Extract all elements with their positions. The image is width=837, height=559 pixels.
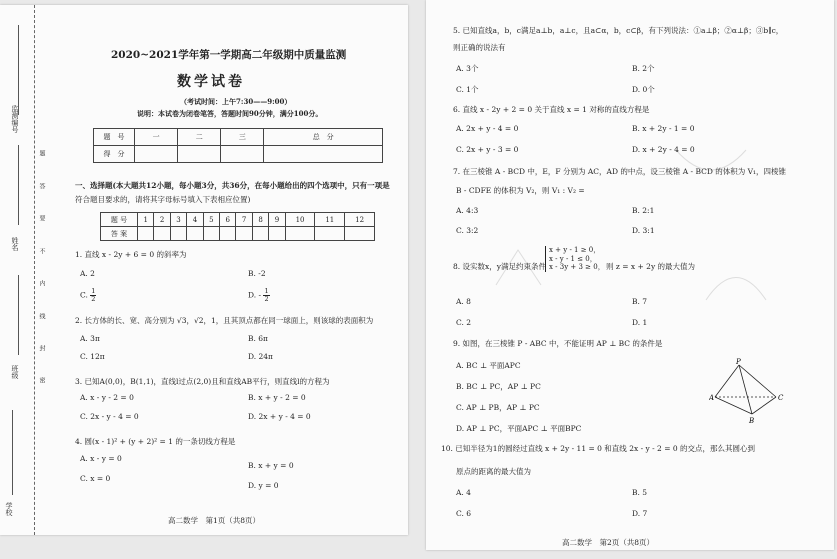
q5-option-b: B. 2个 xyxy=(632,64,655,73)
exam-instruction: 说明：本试卷为闭卷笔答，答题时间90分钟，满分100分。 xyxy=(137,109,323,118)
exam-page-1 xyxy=(0,5,408,535)
q10-option-d: D. 7 xyxy=(632,509,648,518)
q3-option-d: D. 2x + y - 4 = 0 xyxy=(248,412,311,421)
page-1-footer: 高二数学 第1页（共8页） xyxy=(168,516,261,525)
name-label: 姓名 xyxy=(11,237,19,251)
score-cell xyxy=(178,146,221,163)
exam-time: （考试时间：上午7:30——9:00） xyxy=(180,97,292,106)
exam-no-label: 监测编号 xyxy=(11,105,19,133)
class-label: 班级 xyxy=(11,365,19,379)
exam-page-2 xyxy=(426,0,834,550)
constraint-system xyxy=(545,246,605,272)
q4-option-b: B. x + y = 0 xyxy=(248,461,294,470)
q9-option-d: D. AP ⊥ PC，平面APC ⊥ 平面BPC xyxy=(456,424,582,433)
q1-option-c: C. $\frac{1}{2}$ xyxy=(80,287,96,303)
q2-option-a: A. 3π xyxy=(80,334,100,343)
q8-option-d: D. 1 xyxy=(632,318,648,327)
page-2-footer: 高二数学 第2页（共8页） xyxy=(562,538,655,547)
subject-title: 数学试卷 xyxy=(177,74,245,90)
question-1-stem: 1. 直线 x - 2y + 6 = 0 的斜率为 xyxy=(75,250,187,259)
constraint-brace: x + y - 1 ≥ 0， x - y - 1 ≤ 0， x - 3y + 3 ≥ 0， xyxy=(545,246,605,272)
q3-option-c: C. 2x - y - 4 = 0 xyxy=(80,412,139,421)
seal-char: 内 xyxy=(38,280,45,286)
q6-option-d: D. x + 2y - 4 = 0 xyxy=(632,145,695,154)
question-7-stem-2: B - CDFE 的体积为 V₂，则 V₁ : V₂ = xyxy=(456,186,585,195)
section1-heading: 一、选择题(本大题共12小题，每小题3分，共36分，在每小题给出的四个选项中，只有一项是 xyxy=(75,181,390,190)
q6-option-a: A. 2x + y - 4 = 0 xyxy=(456,124,519,133)
q6-option-b: B. x + 2y - 1 = 0 xyxy=(632,124,695,133)
q4-option-c: C. x = 0 xyxy=(80,474,111,483)
school-line xyxy=(12,410,13,495)
q10-option-a: A. 4 xyxy=(456,488,471,497)
question-8-stem-after: 则 z = x + 2y 的最大值为 xyxy=(606,262,696,271)
fraction: $\frac{1}{2}$ xyxy=(264,287,269,303)
answer-cell xyxy=(187,227,203,241)
score-cell xyxy=(135,146,178,163)
exam-no-line xyxy=(18,25,19,115)
seal-char: 线 xyxy=(38,313,45,319)
answer-cell xyxy=(345,227,375,241)
question-5-stem: 5. 已知直线a，b，c满足a⊥b，a⊥c，且a⊂α，b，c⊂β，有下列说法：①a⊥β；②α⊥β；③b∥c， xyxy=(453,26,784,35)
answer-cell xyxy=(285,227,315,241)
vertex-label-c: C xyxy=(778,394,784,402)
section1-heading-2: 符合题目要求的，请将其字母标号填入下表相应位置) xyxy=(75,195,251,204)
exam-title: 2020~2021学年第一学期高二年级期中质量监测 xyxy=(111,49,347,61)
q8-option-c: C. 2 xyxy=(456,318,472,327)
q5-option-c: C. 1个 xyxy=(456,85,479,94)
q3-option-a: A. x - y - 2 = 0 xyxy=(80,393,134,402)
q4-option-d: D. y = 0 xyxy=(248,481,279,490)
q1-option-a: A. 2 xyxy=(80,269,95,278)
seal-char: 密 xyxy=(38,377,45,383)
question-6-stem: 6. 直线 x - 2y + 2 = 0 关于直线 x = 1 对称的直线方程是 xyxy=(453,105,650,114)
question-2-stem: 2. 长方体的长、宽、高分别为 √3，√2，1，且其顶点都在同一球面上，则该球的表面积为 xyxy=(75,316,374,325)
seal-char: 要 xyxy=(38,215,45,221)
q5-option-d: D. 0个 xyxy=(632,85,655,94)
vertex-label-b: B xyxy=(749,417,755,425)
answer-cell xyxy=(170,227,186,241)
q2-option-b: B. 6π xyxy=(248,334,268,343)
tetrahedron-figure xyxy=(709,357,789,427)
q7-option-d: D. 3:1 xyxy=(632,226,655,235)
seal-char: 题 xyxy=(38,150,45,156)
seal-char: 答 xyxy=(38,183,45,189)
q10-option-b: B. 5 xyxy=(632,488,648,497)
q8-option-b: B. 7 xyxy=(632,297,648,306)
question-7-stem: 7. 在三棱锥 A - BCD 中，E，F 分别为 AC，AD 的中点，设三棱锥 A - BCD 的体积为 V₁，四棱锥 xyxy=(453,167,787,176)
answer-cell xyxy=(236,227,252,241)
answer-cell xyxy=(315,227,345,241)
question-8-stem: 8. 设实数x，y满足约束条件 xyxy=(453,262,547,271)
question-10-stem-2: 原点的距离的最大值为 xyxy=(456,467,531,476)
answer-cell xyxy=(138,227,154,241)
answer-cell xyxy=(154,227,170,241)
q9-option-c: C. AP ⊥ PB，AP ⊥ PC xyxy=(456,403,540,412)
q2-option-c: C. 12π xyxy=(80,352,105,361)
q7-option-a: A. 4:3 xyxy=(456,206,479,215)
seal-char: 不 xyxy=(38,248,45,254)
q5-option-a: A. 3个 xyxy=(456,64,479,73)
answer-cell xyxy=(269,227,285,241)
q9-option-b: B. BC ⊥ PC，AP ⊥ PC xyxy=(456,382,541,391)
vertex-label-a: A xyxy=(709,394,715,402)
fraction: $\frac{1}{2}$ xyxy=(91,287,96,303)
question-5-stem-2: 则正确的说法有 xyxy=(453,43,506,52)
q6-option-c: C. 2x + y - 3 = 0 xyxy=(456,145,519,154)
score-cell xyxy=(264,146,383,163)
q4-option-a: A. x - y = 0 xyxy=(80,454,122,463)
name-line xyxy=(18,145,19,225)
question-10-stem: 10. 已知半径为1的圆经过直线 x + 2y - 11 = 0 和直线 2x - y - 2 = 0 的交点，那么其圆心到 xyxy=(441,444,756,453)
q7-option-c: C. 3:2 xyxy=(456,226,479,235)
q8-option-a: A. 8 xyxy=(456,297,471,306)
question-3-stem: 3. 已知A(0,0)，B(1,1)，直线l过点(2,0)且和直线AB平行，则直线l的方程为 xyxy=(75,377,330,386)
q3-option-b: B. x + y - 2 = 0 xyxy=(248,393,306,402)
question-4-stem: 4. 圆(x - 1)² + (y + 2)² = 1 的一条切线方程是 xyxy=(75,437,236,446)
question-9-stem: 9. 如图，在三棱锥 P - ABC 中，不能证明 AP ⊥ BC 的条件是 xyxy=(453,339,663,348)
answer-cell xyxy=(203,227,219,241)
seal-char: 封 xyxy=(38,345,45,351)
q1-option-b: B. -2 xyxy=(248,269,266,278)
score-table: 题 号 一 二 三 总 分 得 分 xyxy=(93,128,383,163)
seal-line xyxy=(34,5,35,535)
q10-option-c: C. 6 xyxy=(456,509,472,518)
vertex-label-p: P xyxy=(736,358,741,366)
q7-option-b: B. 2:1 xyxy=(632,206,655,215)
score-cell xyxy=(221,146,264,163)
answer-cell xyxy=(220,227,236,241)
answer-table: 题 号 1 2 3 4 5 6 7 8 9 10 11 12 答 案 xyxy=(100,212,375,241)
q1-option-d: D. - $\frac{1}{2}$ xyxy=(248,287,269,303)
class-line xyxy=(18,275,19,355)
q9-option-a: A. BC ⊥ 平面APC xyxy=(456,361,521,370)
school-label: 学校 xyxy=(5,502,13,516)
answer-cell xyxy=(252,227,268,241)
q2-option-d: D. 24π xyxy=(248,352,273,361)
